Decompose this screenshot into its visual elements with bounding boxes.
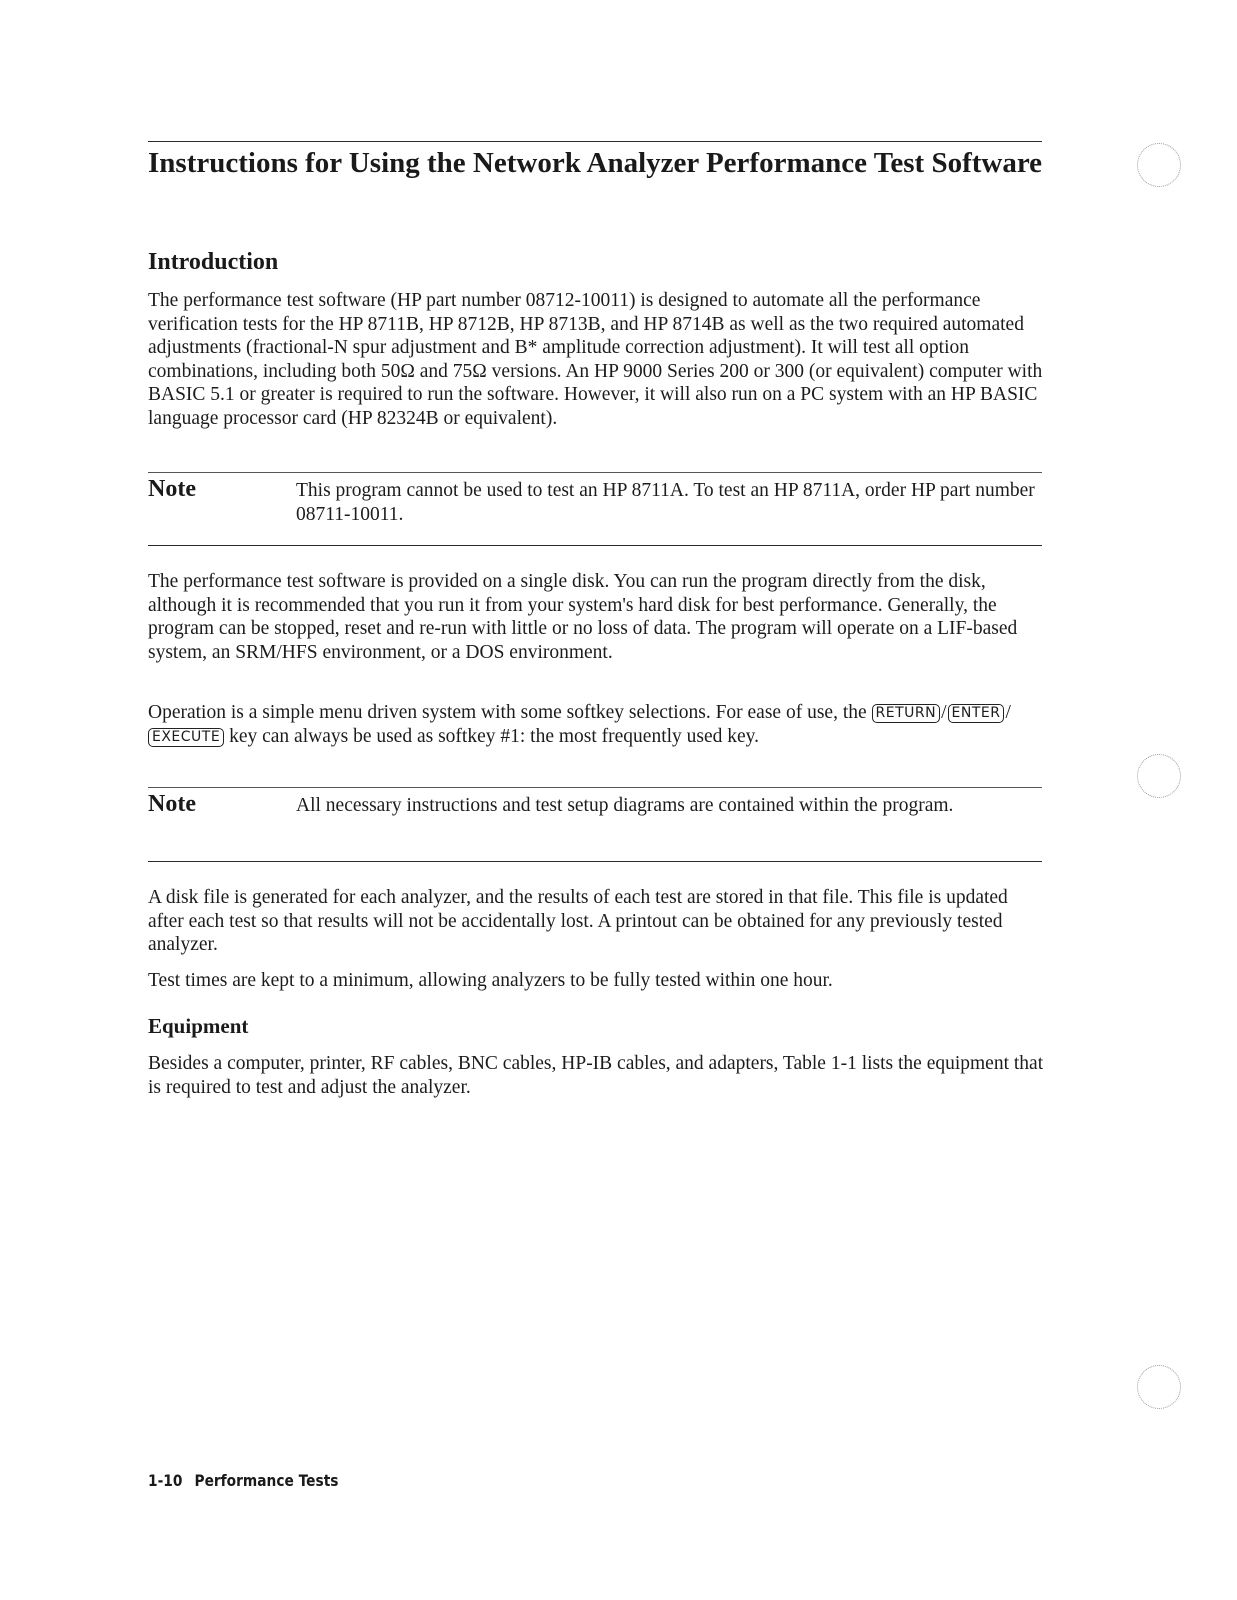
note1-text: This program cannot be used to test an HP 8711A. To test an HP 8711A, order HP part number 08711-10011. xyxy=(296,480,1035,525)
binder-hole-middle xyxy=(1137,754,1181,798)
page-title: Instructions for Using the Network Analyzer Performance Test Software xyxy=(148,147,1043,179)
note2-top-rule xyxy=(148,787,1042,788)
operation-tail-text: key can always be used as softkey #1: the most frequently used key. xyxy=(224,725,760,747)
equipment-paragraph: Besides a computer, printer, RF cables, BNC cables, HP-IB cables, and adapters, Table 1-1 lists the equipment that is required to test and adjust the analyzer. xyxy=(148,1053,1044,1098)
footer-section-title: Performance Tests xyxy=(194,1471,339,1490)
introduction-heading: Introduction xyxy=(148,249,279,275)
disk-file-paragraph: A disk file is generated for each analyzer, and the results of each test are stored in that file. This file is updated after each test so that results will not be accidentally lost. A printout can be obtained for any previously tested analyzer. xyxy=(148,887,1008,955)
operation-paragraph xyxy=(148,701,1048,748)
operation-lead-text: Operation is a simple menu driven system with some softkey selections. For ease of use, the xyxy=(148,702,872,723)
test-times-paragraph: Test times are kept to a minimum, allowing analyzers to be fully tested within one hour. xyxy=(148,970,833,991)
enter-key: ENTER xyxy=(948,704,1005,723)
note2-text: All necessary instructions and test setup diagrams are contained within the program. xyxy=(296,795,954,816)
note1-label: Note xyxy=(148,476,196,502)
note1-bottom-rule xyxy=(148,545,1042,546)
note1-top-rule xyxy=(148,472,1042,473)
title-rule xyxy=(148,141,1042,142)
page-number: 1-10 xyxy=(148,1471,183,1490)
execute-key: EXECUTE xyxy=(148,728,224,747)
disk-paragraph: The performance test software is provided on a single disk. You can run the program directly from the disk, although it is recommended that you run it from your system's hard disk for best performance. Generally, the program can be stopped, reset and re-run with little or no loss of data. The program will operate on a LIF-based system, an SRM/HFS environment, or a DOS environment. xyxy=(148,571,1018,663)
note2-bottom-rule xyxy=(148,861,1042,862)
key-separator: / xyxy=(1005,702,1011,723)
equipment-heading: Equipment xyxy=(148,1014,249,1038)
note2-label: Note xyxy=(148,791,196,817)
page-footer xyxy=(148,1471,338,1491)
key-separator: / xyxy=(941,702,947,723)
binder-hole-bottom xyxy=(1137,1365,1181,1409)
introduction-paragraph: The performance test software (HP part number 08712-10011) is designed to automate all the performance verification tests for the HP 8711B, HP 8712B, HP 8713B, and HP 8714B as well as the two required automated adjustments (fractional-N spur adjustment and B* amplitude correction adjustment). It will test all option combinations, including both 50Ω and 75Ω versions. An HP 9000 Series 200 or 300 (or equivalent) computer with BASIC 5.1 or greater is required to run the software. However, it will also run on a PC system with an HP BASIC language processor card (HP 82324B or equivalent). xyxy=(148,290,1043,429)
return-key: RETURN xyxy=(872,704,941,723)
binder-hole-top xyxy=(1137,143,1181,187)
